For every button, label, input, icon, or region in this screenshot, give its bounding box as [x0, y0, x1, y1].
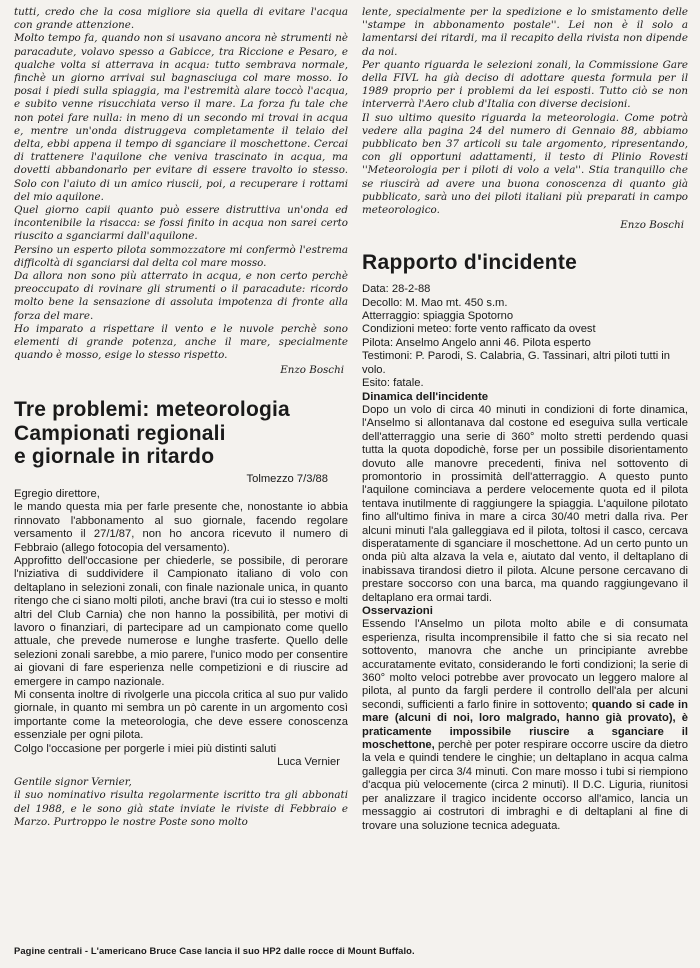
reply-continued	[362, 0, 688, 231]
reply-signature: Enzo Boschi	[620, 219, 684, 232]
letter-paragraph: Quel giorno capii quanto può essere distruttiva un'onda ed incontenibile la risacca: se fossi finito in acqua non sarei certo riuscito a sganciarmi dall'aquilone.	[14, 204, 348, 243]
letter-signature: Enzo Boschi	[280, 364, 344, 377]
letter-paragraph: Persino un esperto pilota sommozzatore mi confermò l'estrema difficoltà di sganciarsi dal delta col mare mosso.	[14, 243, 348, 269]
observations-text	[362, 618, 688, 833]
observations-heading: Osservazioni	[362, 605, 433, 617]
photo-caption: Pagine centrali - L'americano Bruce Case lancia il suo HP2 dalle rocce di Mount Buffalo.	[14, 945, 415, 956]
article-paragraph: Colgo l'occasione per porgerle i miei più distinti saluti	[14, 742, 277, 755]
observations-emphasis: quando si cade in mare (alcuni di noi, loro malgrado, hanno già provato), è praticamente impossibile riuscire a sganciare il moschettone,	[362, 698, 688, 752]
article-tre-problemi	[14, 398, 348, 828]
article-paragraph: Approfitto dell'occasione per chiederle, se possibile, di perorare l'niziativa di suddividere il Campionato italiano di volo con deltaplano in selezioni zonali, con finale nazionale unica, in quanto ritengo che ci siano molti piloti, anche bravi (tra cui io stesso e molti altri del Club Carnia) che non hanno la possibilità, per motivi di lavoro o finanziari, di partecipare ad un campionato come quello attuale, che prevede numerose e lunghe trasferte. Quello delle selezioni zonali sarebbe, a mio parere, l'unico modo per consentire ai giovani di fare esperienza nelle competizioni e di riuscire ad emergere in campo nazionale.	[14, 555, 348, 688]
report-meta-line: Data: 28-2-88	[362, 283, 431, 296]
left-column	[14, 0, 348, 829]
reply-paragraph: Per quanto riguarda le selezioni zonali, la Commissione Gare della FIVL ha già deciso di adottare questa formula per il 1989 proprio per i problemi da lei esposti. Tutto ciò se non interverrà l'Aero club d'Italia con diverse decisioni.	[362, 58, 688, 111]
reply-paragraph: il suo nominativo risulta regolarmente iscritto tra gli abbonati del 1988, e le sono già state inviate le riviste di Febbraio e Marzo. Purtroppo le nostre Poste sono molto	[14, 789, 348, 828]
letter-paragraph: Molto tempo fa, quando non si usavano ancora nè strumenti nè paracadute, volavo spesso a Gabicce, tra Riccione e Pesaro, e qualche volta si atterrava in acqua: tutto sembrava normale, finchè un giorno arrivai sul bagnasciuga col mare mosso. Io posai i piedi sulla spiaggia, ma l'estremità alare toccò l'acqua, e subito venne risucchiata verso il mare. La forza fu tale che non potei fare nulla: in meno di un secondo mi trovai in acqua e, mentre un'onda distruggeva completamente il telaio del delta, ebbi appena il tempo di sganciare il moschettone. Cercai di trattenere l'aquilone che veniva trascinato in acqua, ma dovetti abbandonarlo per evitare di essere travolto io stesso. Solo con l'aiuto di un amico riuscii, poi, a recuperare i rottami del mio aquilone.	[14, 32, 348, 203]
report-meta-line: Pilota: Anselmo Angelo anni 46. Pilota esperto	[362, 336, 591, 349]
report-meta-line: Testimoni: P. Parodi, S. Calabria, G. Tassinari, altri piloti tutti in volo.	[362, 350, 670, 376]
report-meta-line: Atterraggio: spiaggia Spotorno	[362, 310, 514, 323]
article-date: Tolmezzo 7/3/88	[246, 472, 328, 485]
letter-paragraph: Ho imparato a rispettare il vento e le nuvole perchè sono elementi di grande potenza, anche il mare, specialmente quando è mosso, esige lo stesso rispetto.	[14, 322, 348, 362]
observations-text-a: Essendo l'Anselmo un pilota molto abile e di consumata esperienza, risulta incomprensibile il fatto che si sia recato nel sottovento, manovra che anche un principiante avrebbe accuratamente evitato, considerando le forti condizioni; la serie di 360° molto veloci potrebbe aver provocato un leggero malore al pilota, al punto da fargli perdere il controllo dell'ala per alcuni secondi, sufficienti a farlo finire in sottovento;	[362, 618, 688, 711]
article-title-line: Campionati regionali	[14, 421, 226, 445]
letter-boschi	[14, 0, 348, 376]
report-meta-line: Decollo: M. Mao mt. 450 s.m.	[362, 296, 508, 309]
report-meta-line: Condizioni meteo: forte vento rafficato da ovest	[362, 323, 596, 336]
reply-paragraph: Il suo ultimo quesito riguarda la meteorologia. Come potrà vedere alla pagina 24 del numero di Gennaio 88, abbiamo pubblicato ben 37 articoli su tale argomento, ripresentando, con gli opportuni adattamenti, il testo di Plinio Rovesti ''Meteorologia per i piloti di volo a vela''. Stia tranquillo che se riuscirà ad avere una buona conoscenza di quanto già pubblicato, sarà uno dei piloti italiani più preparati in campo meteorologico.	[362, 111, 688, 217]
right-column	[362, 0, 688, 833]
letter-paragraph: Da allora non sono più atterrato in acqua, e non certo perchè preoccupato di rovinare gli strumenti o il paracadute: ricordo molto bene la sensazione di assoluta impotenza di fronte alla forza del mare.	[14, 270, 348, 322]
article-signature: Luca Vernier	[277, 756, 340, 769]
dynamics-text: Dopo un volo di circa 40 minuti in condizioni di forte dinamica, l'Anselmo si allontanava dal costone ed eseguiva sulla verticale dell'atterraggio una serie di 360° molto stretti perdendo quasi tutta la quota dopodichè, forse per un possibile disorientamento dovuto alle manovre precedenti, finiva nel sottovento di promontorio in prossimità dell'atterraggio. A questo punto l'aquilone cominciava a perdere velocemente quota ed il pilota tentava inutilmente di raggiungere la spiaggia. L'aquilone pilotato fino all'ultimo finiva in mare a circa 30/40 metri dalla riva. Per alcuni minuti l'ala galleggiava ed il pilota, toltosi il casco, cercava disperatamente di sganciare il moschettone. Ad un certo punto un onda più alta alzava la vela e, aiutato dal vento, il deltaplano di inabissava tirandosi dietro il pilota. Alcune persone cercavano di prestare soccorso con una barca, ma quando raggiungevano il deltaplano era ormai tardi.	[362, 403, 688, 604]
dynamics-heading: Dinamica dell'incidente	[362, 390, 489, 403]
report-meta-line: Esito: fatale.	[362, 377, 424, 390]
report-meta	[362, 283, 688, 390]
article-paragraph: Mi consenta inoltre di rivolgerle una piccola critica al suo pur valido giornale, in quanto mi sembra un pò carente in un argomento così importante come la meteorologia, che deve essere conoscenza essenziale per ogni pilota.	[14, 689, 348, 742]
letter-paragraph: tutti, credo che la cosa migliore sia quella di evitare l'acqua con grande attenzione.	[14, 6, 348, 32]
observations-text-b: perchè per poter respirare occorre uscire da dietro la vela e quindi tendere le cinghie; un deltaplano in acqua calma galleggia per circa 3/4 minuti. Con mare mosso i tubi si riempiono d'acqua più velocemente (circa 2 minuti). Il D.C. Liguria, riunitosi per analizzare il tragico incidente occorso all'amico, lancia un messaggio ai costrutori di imbraghi e di deltaplani al fine di trovare una soluzione tecnica adeguata.	[362, 739, 688, 832]
article-title-line: Tre problemi: meteorologia	[14, 398, 290, 422]
article-salutation: Egregio direttore,	[14, 487, 100, 500]
reply-salutation: Gentile signor Vernier,	[14, 776, 132, 789]
article-paragraph: le mando questa mia per farle presente che, nonostante io abbia rinnovato l'abbonamento al suo giornale, facendo regolare versamento il 27/1/87, non ho ancora ricevuto il numero di Febbraio (allego fotocopia del versamento).	[14, 501, 348, 554]
reply-paragraph: lente, specialmente per la spedizione e lo smistamento delle ''stampe in abbonamento postale''. Lei non è il solo a lamentarsi dei ritardi, ma il recapito della rivista non dipende da noi.	[362, 6, 688, 58]
incident-report	[362, 251, 688, 833]
report-title: Rapporto d'incidente	[362, 251, 578, 275]
article-title-line: e giornale in ritardo	[14, 445, 215, 469]
